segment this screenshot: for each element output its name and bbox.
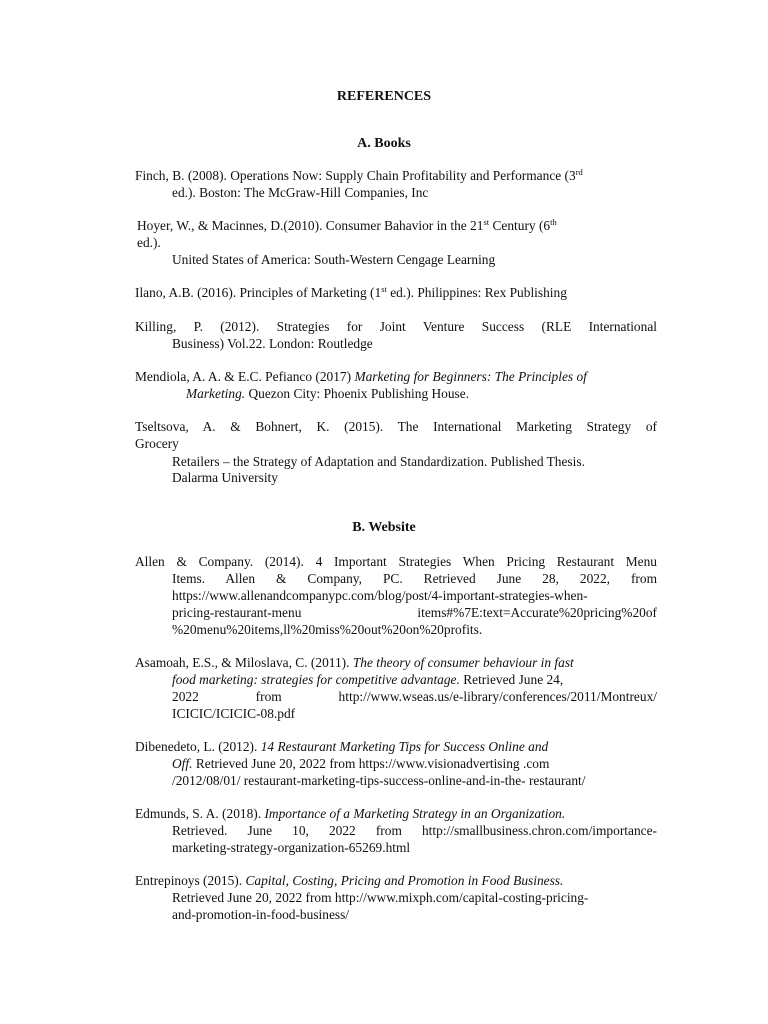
reference-line: Retrieved June 20, 2022 from http://www.mixph.com/capital-costing-pricing- [172,890,589,905]
reference-line: Tseltsova, A. & Bohnert, K. (2015). The International Marketing Strategy of [135,419,657,434]
reference-line: ICICIC/ICICIC-08.pdf [172,706,296,721]
reference-line: Entrepinoys (2015). Capital, Costing, Pricing and Promotion in Food Business. [135,873,564,888]
section-heading-website: B. Website [352,520,416,535]
reference-line: Marketing. Quezon City: Phoenix Publishing House. [186,386,470,401]
reference-line: Retailers – the Strategy of Adaptation and Standardization. Published Thesis. [172,454,585,469]
reference-line: ed.). Boston: The McGraw-Hill Companies, Inc [172,185,429,200]
reference-line: Dibenedeto, L. (2012). 14 Restaurant Marketing Tips for Success Online and [135,739,549,754]
reference-line: United States of America: South-Western Cengage Learning [172,252,496,267]
reference-line: Allen & Company. (2014). 4 Important Strategies When Pricing Restaurant Menu [135,554,657,569]
reference-line: Mendiola, A. A. & E.C. Pefianco (2017) Marketing for Beginners: The Principles of [135,369,587,384]
reference-line: marketing-strategy-organization-65269.html [172,840,411,855]
reference-line: Ilano, A.B. (2016). Principles of Marketing (1st ed.). Philippines: Rex Publishing [135,284,567,300]
reference-line: Items. Allen & Company, PC. Retrieved June 28, 2022, from [172,571,657,586]
reference-line: Asamoah, E.S., & Miloslava, C. (2011). The theory of consumer behaviour in fast [135,655,574,670]
reference-line: %20menu%20items,ll%20miss%20out%20on%20profits. [172,622,483,637]
reference-line: pricing-restaurant-menu items#%7E:text=Accurate%20pricing%20of [172,605,657,620]
reference-line: Business) Vol.22. London: Routledge [172,336,373,351]
reference-line: ed.). [137,235,161,250]
page-title: REFERENCES [336,89,432,104]
reference-line: and-promotion-in-food-business/ [172,907,350,922]
reference-line: 2022 from http://www.wseas.us/e-library/conferences/2011/Montreux/ [172,689,657,704]
reference-line: https://www.allenandcompanypc.com/blog/post/4-important-strategies-when- [172,588,588,603]
reference-line: Edmunds, S. A. (2018). Importance of a Marketing Strategy in an Organization. [135,806,566,821]
reference-line: Dalarma University [172,470,278,485]
reference-line: Finch, B. (2008). Operations Now: Supply Chain Profitability and Performance (3rd [135,167,583,183]
reference-line: Off. Retrieved June 20, 2022 from https://www.visionadvertising .com [172,756,550,771]
section-heading-books: A. Books [357,136,411,151]
reference-line: Retrieved. June 10, 2022 from http://smallbusiness.chron.com/importance- [172,823,657,838]
reference-line: food marketing: strategies for competitive advantage. Retrieved June 24, [172,672,564,687]
reference-line: Grocery [135,436,179,451]
reference-line: Killing, P. (2012). Strategies for Joint Venture Success (RLE International [135,319,657,334]
reference-line: /2012/08/01/ restaurant-marketing-tips-success-online-and-in-the- restaurant/ [172,773,586,788]
reference-line: Hoyer, W., & Macinnes, D.(2010). Consumer Bahavior in the 21st Century (6th [137,217,557,233]
